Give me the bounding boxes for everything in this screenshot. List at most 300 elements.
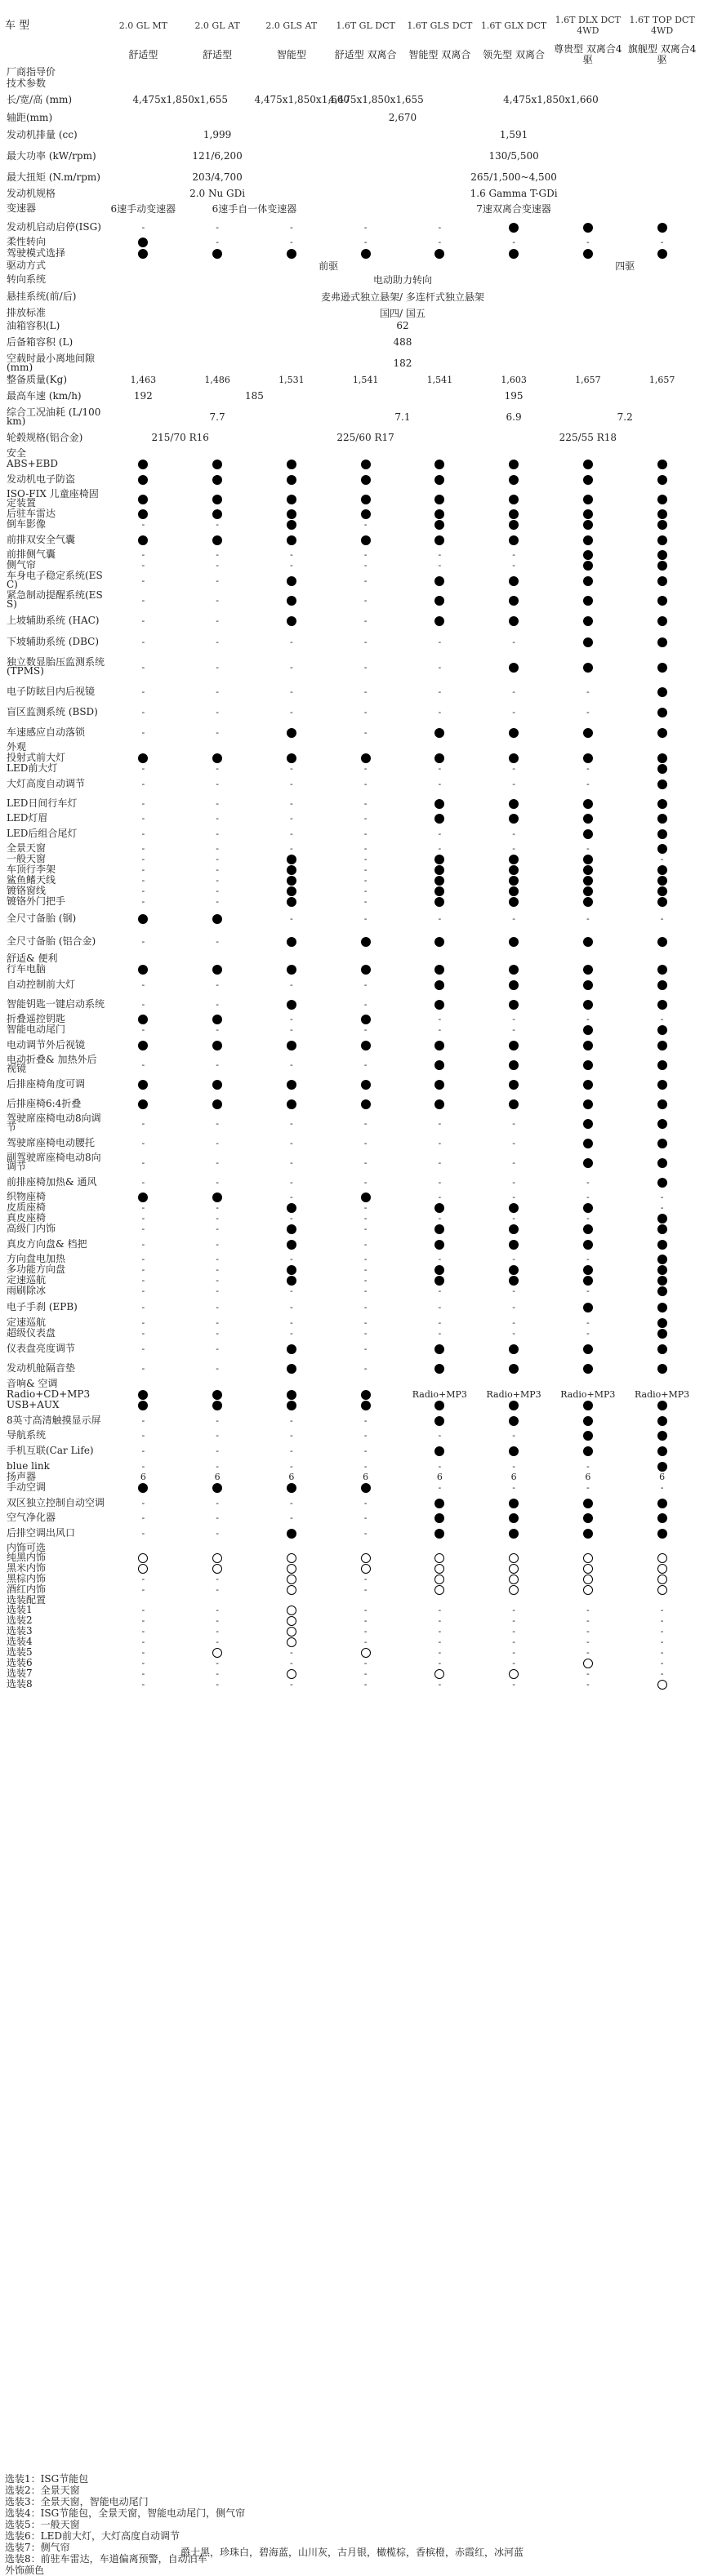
- feature-standard-cell: [625, 1441, 699, 1460]
- feature-standard-cell: [477, 1400, 551, 1410]
- feature-cell: -: [141, 1137, 145, 1148]
- feature-standard-cell: [625, 571, 699, 590]
- standard-dot-icon: [583, 1139, 593, 1148]
- feature-cell: -: [363, 726, 368, 738]
- feature-standard-cell: [403, 509, 477, 519]
- feature-cell: -: [438, 1658, 442, 1668]
- standard-dot-icon: [657, 460, 667, 469]
- standard-dot-icon: [287, 728, 296, 738]
- feature-cell: [550, 1378, 625, 1389]
- table-row: [5, 447, 699, 459]
- feature-cell: -: [216, 1176, 219, 1188]
- feature-cell: -: [289, 636, 293, 647]
- standard-dot-icon: [434, 1203, 444, 1213]
- standard-dot-icon: [361, 1015, 371, 1024]
- feature-cell: [328, 742, 403, 752]
- standard-dot-icon: [361, 1041, 371, 1050]
- feature-cell: -: [363, 1679, 368, 1690]
- exterior-colors-list: 爵士黑，珍珠白，碧海蓝，山川灰，古月银，橄榄棕，香槟橙，赤霞红，冰河蓝: [180, 2547, 524, 2558]
- feature-cell: [106, 78, 180, 88]
- feature-standard-cell: [180, 752, 255, 763]
- standard-dot-icon: [287, 1364, 296, 1374]
- optional-ring-icon: [138, 1564, 148, 1574]
- standard-dot-icon: [657, 223, 667, 233]
- standard-dot-icon: [509, 1401, 519, 1410]
- feature-cell: -: [586, 706, 590, 717]
- feature-cell: -: [363, 1605, 368, 1615]
- feature-standard-cell: [254, 1358, 328, 1378]
- feature-standard-cell: [550, 469, 625, 489]
- feature-cell: -: [216, 686, 219, 697]
- standard-dot-icon: [583, 876, 593, 886]
- feature-optional-cell: [254, 1668, 328, 1679]
- table-row: [5, 1574, 699, 1584]
- row-label: 侧气帘: [7, 559, 37, 571]
- feature-cell: -: [289, 1679, 293, 1690]
- feature-cell: [403, 742, 477, 752]
- feature-cell: -: [660, 854, 664, 864]
- row-label: 电动折叠& 加热外后视镜: [7, 1054, 97, 1074]
- feature-cell: [477, 953, 551, 964]
- feature-optional-cell: [403, 1563, 477, 1574]
- feature-standard-cell: [625, 1024, 699, 1035]
- feature-cell: -: [141, 1202, 145, 1213]
- row-label: 驾驶模式选择: [7, 246, 66, 259]
- feature-cell: [550, 65, 625, 78]
- row-label: 黑米内饰: [7, 1562, 47, 1574]
- row-label: USB+AUX: [7, 1399, 60, 1410]
- feature-cell: -: [438, 1482, 442, 1493]
- exterior-colors-heading: 外饰颜色: [5, 2565, 45, 2576]
- feature-standard-cell: [550, 1512, 625, 1523]
- feature-cell: -: [586, 1679, 590, 1690]
- feature-optional-cell: [254, 1574, 328, 1584]
- standard-dot-icon: [212, 1483, 222, 1493]
- feature-standard-cell: [477, 886, 551, 896]
- feature-standard-cell: [254, 864, 328, 875]
- feature-standard-cell: [254, 1035, 328, 1055]
- table-row: [5, 886, 699, 896]
- feature-standard-cell: [403, 1400, 477, 1410]
- feature-cell: -: [512, 1254, 515, 1264]
- feature-standard-cell: [477, 489, 551, 509]
- merged-cell: 182: [393, 358, 412, 369]
- feature-standard-cell: [625, 509, 699, 519]
- feature-cell: -: [363, 1497, 368, 1508]
- table-row: [5, 1275, 699, 1286]
- feature-standard-cell: [625, 722, 699, 742]
- feature-cell: -: [289, 661, 293, 673]
- table-row: [5, 406, 699, 428]
- feature-standard-cell: [625, 1286, 699, 1296]
- feature-optional-cell: [477, 1563, 551, 1574]
- model-header-row: [5, 7, 699, 44]
- table-row: [5, 875, 699, 886]
- row-label: 超级仪表盘: [7, 1327, 56, 1339]
- standard-dot-icon: [657, 1099, 667, 1109]
- merged-cell: 225/60 R17: [336, 432, 394, 443]
- feature-cell: -: [216, 864, 219, 875]
- standard-dot-icon: [509, 876, 519, 886]
- row-label: 方向盘电加热: [7, 1253, 66, 1264]
- standard-dot-icon: [287, 520, 296, 530]
- table-row: [5, 1024, 699, 1035]
- standard-dot-icon: [434, 855, 444, 864]
- table-row: [5, 519, 699, 530]
- feature-cell: -: [512, 778, 515, 789]
- standard-dot-icon: [509, 535, 519, 545]
- feature-cell: -: [363, 1213, 368, 1224]
- standard-dot-icon: [434, 1000, 444, 1010]
- feature-cell: -: [141, 1430, 145, 1441]
- standard-dot-icon: [583, 1080, 593, 1090]
- merged-cell: 7.2: [617, 411, 633, 423]
- row-label: 驱动方式: [7, 260, 47, 271]
- feature-cell: -: [586, 1254, 590, 1264]
- feature-cell: -: [141, 575, 145, 586]
- model-name: 2.0 GLS AT: [265, 20, 318, 31]
- merged-cell: 195: [504, 390, 524, 402]
- standard-dot-icon: [583, 814, 593, 824]
- standard-dot-icon: [657, 980, 667, 990]
- standard-dot-icon: [583, 829, 593, 839]
- standard-dot-icon: [287, 876, 296, 886]
- standard-dot-icon: [657, 844, 667, 854]
- standard-dot-icon: [434, 495, 444, 504]
- row-label: 车身电子稳定系统(ESC): [7, 570, 103, 590]
- row-label: 高级门内饰: [7, 1223, 56, 1234]
- feature-cell: -: [141, 1647, 145, 1658]
- feature-cell: -: [141, 854, 145, 864]
- standard-dot-icon: [583, 1265, 593, 1275]
- feature-standard-cell: [477, 994, 551, 1014]
- merged-cell: 国四/ 国五: [380, 308, 426, 319]
- feature-standard-cell: [550, 509, 625, 519]
- feature-cell: -: [141, 886, 145, 896]
- feature-cell: [403, 1595, 477, 1605]
- feature-cell: -: [216, 1584, 219, 1595]
- feature-cell: -: [660, 1615, 664, 1626]
- feature-standard-cell: [550, 631, 625, 652]
- feature-cell: -: [363, 1637, 368, 1647]
- feature-standard-cell: [477, 509, 551, 519]
- feature-cell: -: [141, 1415, 145, 1426]
- note-line: 选装2：全景天窗: [5, 2485, 80, 2496]
- feature-standard-cell: [550, 1339, 625, 1358]
- table-row: [5, 1472, 699, 1482]
- standard-dot-icon: [212, 1015, 222, 1024]
- feature-cell: -: [586, 237, 590, 247]
- variant-name: 旗舰型 双离合4驱: [627, 43, 697, 65]
- feature-standard-cell: [550, 489, 625, 509]
- row-label: 发动机舱隔音垫: [7, 1361, 76, 1374]
- feature-cell: -: [586, 1317, 590, 1328]
- optional-ring-icon: [434, 1564, 444, 1574]
- feature-standard-cell: [403, 896, 477, 907]
- standard-dot-icon: [434, 1041, 444, 1050]
- variant-label-spacer: [5, 44, 106, 65]
- feature-cell: -: [141, 1460, 145, 1472]
- table-row: [5, 1264, 699, 1275]
- feature-standard-cell: [403, 1339, 477, 1358]
- table-row: [5, 1296, 699, 1317]
- standard-dot-icon: [657, 637, 667, 647]
- table-row: [5, 247, 699, 259]
- feature-standard-cell: [550, 459, 625, 469]
- feature-standard-cell: [477, 854, 551, 864]
- feature-cell: -: [660, 1192, 664, 1202]
- feature-standard-cell: [403, 994, 477, 1014]
- feature-cell: [180, 1595, 255, 1605]
- feature-standard-cell: [180, 1482, 255, 1493]
- optional-ring-icon: [287, 1627, 296, 1637]
- standard-dot-icon: [657, 1265, 667, 1275]
- feature-cell: -: [289, 1415, 293, 1426]
- standard-dot-icon: [583, 596, 593, 606]
- merged-cell: 4,475x1,850x1,660: [503, 94, 599, 105]
- feature-cell: -: [363, 797, 368, 809]
- feature-cell: -: [141, 686, 145, 697]
- feature-standard-cell: [254, 1224, 328, 1234]
- feature-cell: 1,541: [352, 374, 379, 385]
- feature-standard-cell: [550, 1400, 625, 1410]
- feature-standard-cell: [328, 964, 403, 975]
- standard-dot-icon: [657, 475, 667, 485]
- standard-dot-icon: [583, 561, 593, 571]
- merged-cell: 前驱: [319, 260, 339, 272]
- table-row: [5, 1055, 699, 1074]
- feature-cell: -: [363, 686, 368, 697]
- table-row: [5, 459, 699, 469]
- feature-standard-cell: [477, 469, 551, 489]
- table-row: [5, 1094, 699, 1113]
- feature-cell: -: [512, 1157, 515, 1168]
- feature-cell: -: [216, 636, 219, 647]
- feature-cell: -: [141, 1512, 145, 1523]
- standard-dot-icon: [138, 1041, 148, 1050]
- feature-cell: -: [363, 875, 368, 886]
- feature-cell: -: [512, 237, 515, 247]
- feature-standard-cell: [403, 813, 477, 824]
- feature-cell: -: [438, 1605, 442, 1615]
- feature-cell: -: [363, 813, 368, 824]
- standard-dot-icon: [509, 1060, 519, 1070]
- feature-cell: -: [216, 1430, 219, 1441]
- feature-cell: -: [289, 1430, 293, 1441]
- feature-cell: [477, 447, 551, 459]
- feature-standard-cell: [403, 530, 477, 549]
- feature-cell: -: [363, 1317, 368, 1328]
- standard-dot-icon: [434, 980, 444, 990]
- feature-cell: Radio+MP3: [635, 1389, 690, 1400]
- feature-standard-cell: [403, 1055, 477, 1074]
- standard-dot-icon: [509, 1000, 519, 1010]
- spec-sheet: [5, 7, 699, 1690]
- feature-optional-cell: [403, 1584, 477, 1595]
- optional-ring-icon: [434, 1669, 444, 1679]
- standard-dot-icon: [583, 576, 593, 586]
- feature-cell: 6: [510, 1472, 517, 1482]
- spec-table: [5, 7, 699, 1690]
- feature-optional-cell: [477, 1574, 551, 1584]
- row-label: 变速器: [7, 202, 37, 214]
- merged-cell: 1.6 Gamma T-GDi: [470, 188, 558, 199]
- feature-cell: -: [141, 797, 145, 809]
- feature-cell: -: [141, 1059, 145, 1070]
- feature-standard-cell: [328, 1192, 403, 1202]
- feature-cell: [180, 953, 255, 964]
- row-label: 选装8: [7, 1678, 33, 1690]
- standard-dot-icon: [583, 1529, 593, 1539]
- row-label: ISO-FIX 儿童座椅固定装置: [7, 488, 99, 509]
- feature-standard-cell: [477, 1264, 551, 1275]
- feature-cell: -: [216, 1254, 219, 1264]
- feature-standard-cell: [550, 1234, 625, 1254]
- feature-standard-cell: [550, 1441, 625, 1460]
- feature-cell: -: [363, 1254, 368, 1264]
- optional-ring-icon: [287, 1564, 296, 1574]
- standard-dot-icon: [212, 1041, 222, 1050]
- standard-dot-icon: [509, 1041, 519, 1050]
- feature-cell: -: [363, 763, 368, 774]
- standard-dot-icon: [361, 509, 371, 519]
- feature-cell: -: [363, 594, 368, 606]
- feature-cell: -: [438, 1137, 442, 1148]
- variant-name: 领先型 双离合: [483, 48, 545, 60]
- feature-cell: [403, 65, 477, 78]
- feature-cell: -: [216, 1117, 219, 1129]
- feature-standard-cell: [403, 489, 477, 509]
- standard-dot-icon: [657, 814, 667, 824]
- feature-standard-cell: [477, 1339, 551, 1358]
- feature-standard-cell: [403, 610, 477, 631]
- feature-cell: -: [141, 1668, 145, 1679]
- feature-cell: [254, 1595, 328, 1605]
- feature-standard-cell: [403, 964, 477, 975]
- feature-cell: 6: [585, 1472, 591, 1482]
- merged-cell: 6速手自一体变速器: [212, 202, 297, 215]
- merged-cell: 130/5,500: [488, 150, 539, 162]
- standard-dot-icon: [509, 1080, 519, 1090]
- optional-ring-icon: [657, 1574, 667, 1584]
- feature-optional-cell: [403, 1552, 477, 1563]
- table-row: [5, 1400, 699, 1410]
- feature-standard-cell: [106, 459, 180, 469]
- feature-cell: -: [586, 1482, 590, 1493]
- feature-standard-cell: [625, 1317, 699, 1328]
- feature-cell: [625, 447, 699, 459]
- feature-cell: -: [363, 1328, 368, 1339]
- row-label: 柔性转向: [7, 236, 47, 247]
- standard-dot-icon: [583, 535, 593, 545]
- feature-cell: -: [363, 1615, 368, 1626]
- standard-dot-icon: [434, 937, 444, 947]
- table-row: [5, 843, 699, 854]
- feature-cell: -: [512, 549, 515, 560]
- feature-standard-cell: [550, 530, 625, 549]
- feature-standard-cell: [328, 1074, 403, 1094]
- table-row: [5, 813, 699, 824]
- feature-cell: -: [363, 1301, 368, 1312]
- standard-dot-icon: [434, 865, 444, 875]
- feature-cell: -: [289, 1445, 293, 1456]
- feature-cell: -: [586, 1647, 590, 1658]
- variant-name: 舒适型: [203, 48, 233, 60]
- feature-cell: -: [216, 1264, 219, 1275]
- feature-standard-cell: [550, 854, 625, 864]
- feature-cell: [106, 447, 180, 459]
- feature-cell: -: [216, 575, 219, 586]
- feature-cell: -: [586, 1626, 590, 1637]
- feature-standard-cell: [106, 509, 180, 519]
- feature-cell: -: [216, 1512, 219, 1523]
- table-row: [5, 701, 699, 722]
- feature-cell: 1,657: [648, 374, 675, 385]
- standard-dot-icon: [434, 965, 444, 975]
- feature-cell: [477, 1543, 551, 1552]
- feature-standard-cell: [477, 793, 551, 813]
- standard-dot-icon: [212, 1401, 222, 1410]
- feature-cell: -: [141, 1574, 145, 1584]
- standard-dot-icon: [657, 663, 667, 673]
- feature-cell: -: [216, 763, 219, 774]
- feature-standard-cell: [106, 247, 180, 259]
- table-row: [5, 994, 699, 1014]
- standard-dot-icon: [212, 914, 222, 924]
- feature-cell: -: [438, 1014, 442, 1024]
- note-line: 选装7：侧气帘: [5, 2542, 70, 2553]
- note-line: 选装6：LED前大灯，大灯高度自动调节: [5, 2530, 180, 2542]
- feature-cell: -: [141, 813, 145, 824]
- standard-dot-icon: [657, 1513, 667, 1523]
- feature-cell: -: [438, 1460, 442, 1472]
- standard-dot-icon: [657, 1158, 667, 1168]
- feature-standard-cell: [625, 1213, 699, 1224]
- feature-cell: -: [141, 1637, 145, 1647]
- feature-cell: -: [289, 1192, 293, 1202]
- row-label: 车速感应自动落锁: [7, 726, 86, 738]
- table-row: [5, 1224, 699, 1234]
- table-row: [5, 469, 699, 489]
- table-row: [5, 953, 699, 964]
- standard-dot-icon: [509, 1364, 519, 1374]
- row-label: 镀铬外门把手: [7, 895, 66, 907]
- standard-dot-icon: [509, 1499, 519, 1508]
- optional-ring-icon: [509, 1564, 519, 1574]
- standard-dot-icon: [287, 886, 296, 896]
- feature-standard-cell: [254, 854, 328, 864]
- row-label: 选装5: [7, 1646, 33, 1658]
- feature-cell: -: [438, 1024, 442, 1035]
- table-title: 车 型: [5, 19, 30, 32]
- table-row: [5, 1626, 699, 1637]
- feature-cell: -: [363, 864, 368, 875]
- standard-dot-icon: [509, 855, 519, 864]
- row-label: 智能电动尾门: [7, 1024, 66, 1035]
- feature-cell: -: [363, 1658, 368, 1668]
- standard-dot-icon: [287, 495, 296, 504]
- standard-dot-icon: [583, 550, 593, 560]
- spec-body: [5, 65, 699, 1690]
- variant-name: 智能型: [276, 48, 306, 60]
- feature-standard-cell: [477, 864, 551, 875]
- feature-cell: -: [586, 1668, 590, 1679]
- standard-dot-icon: [361, 1099, 371, 1109]
- feature-standard-cell: [106, 1482, 180, 1493]
- standard-dot-icon: [509, 980, 519, 990]
- feature-cell: [254, 1543, 328, 1552]
- feature-cell: -: [512, 560, 515, 571]
